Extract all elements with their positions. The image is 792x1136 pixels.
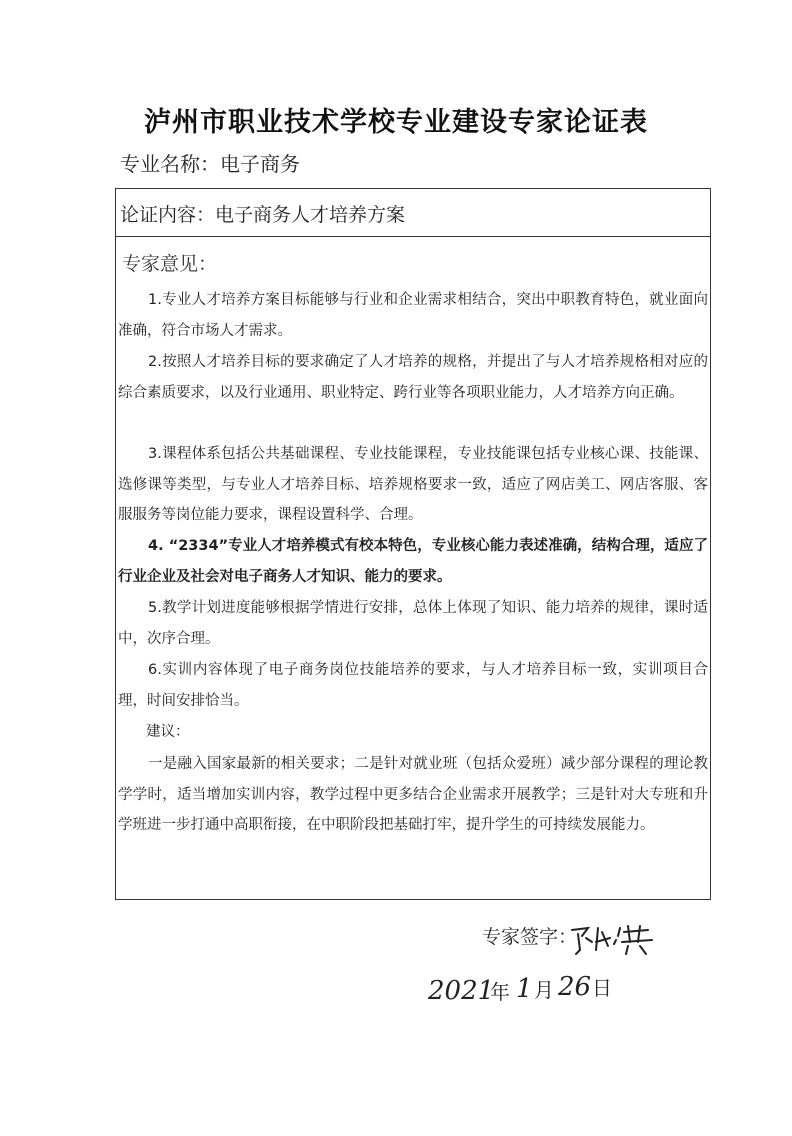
opinion-paragraph-3: 3.课程体系包括公共基础课程、专业技能课程，专业技能课包括专业核心课、技能课、选修课等类型，与专业人才培养目标、培养规格要求一致，适应了网店美工、网店客服、客服服务等岗位能力要求，课程设置科学、合理。 [118, 446, 708, 523]
date-year: 2021 [428, 976, 495, 1006]
opinion-paragraph-2: 2.按照人才培养目标的要求确定了人才培养的规格，并提出了与人才培养规格相对应的综合素质要求，以及行业通用、职业特定、跨行业等各项职业能力，人才培养方向正确。 [118, 354, 708, 401]
date-month-unit: 月 [534, 978, 554, 1002]
suggestion-paragraph: 一是融入国家最新的相关要求；二是针对就业班（包括众爱班）减少部分课程的理论教学学时，适当增加实训内容，教学过程中更多结合企业需求开展教学；三是针对大专班和升学班进一步打通中高职衔接，在中职阶段把基础打牢，提升学生的可持续发展能力。 [118, 756, 708, 833]
major-name: 专业名称：电子商务 [120, 152, 300, 176]
expert-opinion-label: 专家意见： [122, 253, 218, 275]
document-title: 泸州市职业技术学校专业建设专家论证表 [144, 107, 648, 138]
date-month: 1 [516, 974, 533, 1004]
signature-label: 专家签字： [482, 926, 578, 948]
review-content: 论证内容：电子商务人才培养方案 [116, 189, 710, 237]
date-day: 26 [558, 972, 592, 1002]
date-year-unit: 年 [490, 980, 510, 1004]
suggestion-label: 建议： [146, 724, 190, 740]
review-form-table [115, 188, 711, 900]
opinion-paragraph-6: 6.实训内容体现了电子商务岗位技能培养的要求，与人才培养目标一致，实训项目合理，时间安排恰当。 [118, 662, 708, 709]
opinion-paragraph-4: 4. “2334”专业人才培养模式有校本特色，专业核心能力表述准确，结构合理，适应了行业企业及社会对电子商务人才知识、能力的要求。 [118, 538, 708, 585]
signature-date [428, 968, 628, 1008]
date-day-unit: 日 [592, 976, 612, 1000]
handwritten-signature [568, 920, 658, 960]
opinion-paragraph-5: 5.教学计划进度能够根据学情进行安排，总体上体现了知识、能力培养的规律，课时适中，次序合理。 [118, 600, 708, 647]
opinion-paragraph-1: 1.专业人才培养方案目标能够与行业和企业需求相结合，突出中职教育特色，就业面向准确，符合市场人才需求。 [118, 292, 708, 339]
